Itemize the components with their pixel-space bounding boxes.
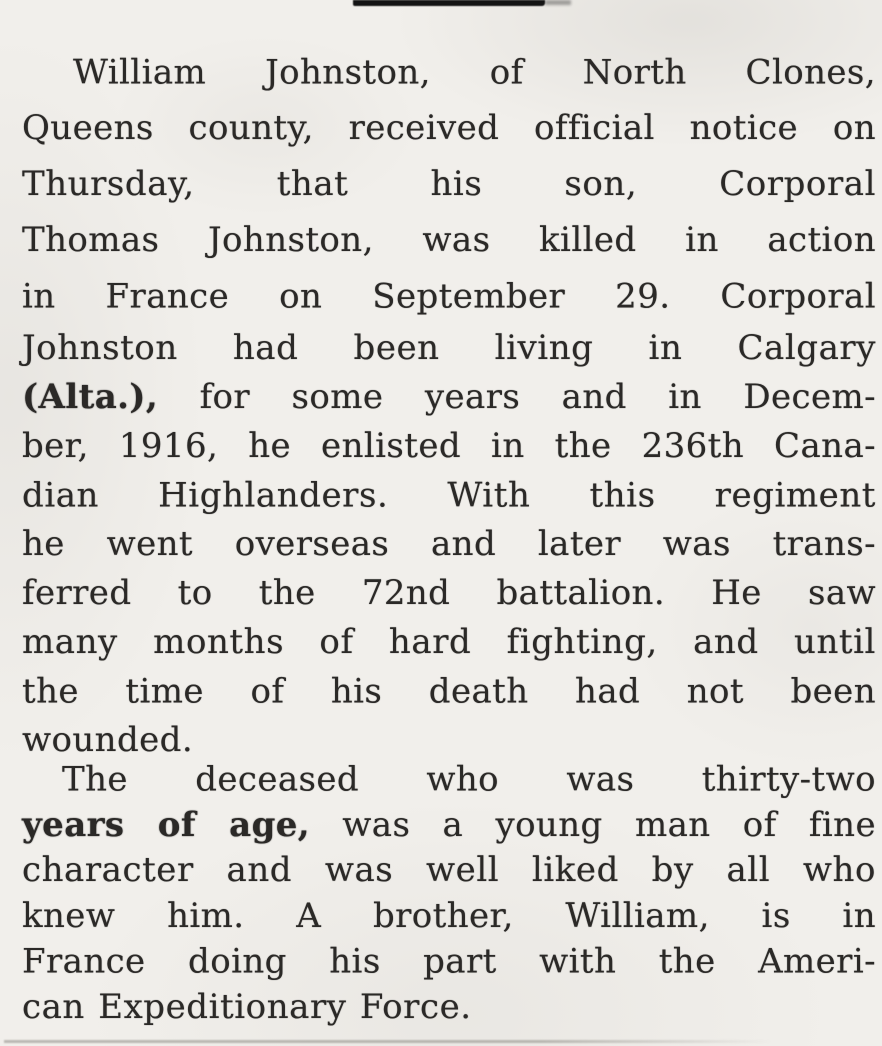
bold-text-segment: years of age, xyxy=(22,804,311,845)
text-segment: character and was well liked by all who xyxy=(22,850,876,890)
text-segment: wounded. xyxy=(22,720,194,760)
text-segment: Johnston had been living in Calgary xyxy=(22,328,876,368)
article-line xyxy=(22,373,876,422)
article-paragraph xyxy=(22,757,876,1030)
text-segment: Queens county, received official notice on xyxy=(22,108,876,148)
next-line-fragment xyxy=(4,1040,772,1043)
article-line xyxy=(22,324,876,373)
article-line xyxy=(22,156,876,212)
text-segment: dian Highlanders. With this regiment xyxy=(22,475,876,516)
text-segment: he went overseas and later was trans- xyxy=(22,524,876,564)
article-line xyxy=(22,985,876,1031)
text-segment: ferred to the 72nd battalion. He saw xyxy=(22,573,876,613)
text-segment: knew him. A brother, William, is in xyxy=(22,895,876,936)
text-segment: can Expeditionary Force. xyxy=(22,986,472,1027)
text-segment: William Johnston, of North Clones, xyxy=(73,52,876,93)
article-line xyxy=(22,422,876,471)
text-segment: Thomas Johnston, was killed in action xyxy=(22,220,876,260)
article-line xyxy=(22,758,876,804)
text-segment: was a young man of fine xyxy=(310,804,876,845)
article-line xyxy=(22,100,876,156)
text-segment: many months of hard fighting, and until xyxy=(22,622,876,662)
text-segment: France doing his part with the Ameri- xyxy=(22,941,876,982)
text-segment: the time of his death had not been xyxy=(22,671,876,712)
article-line xyxy=(22,894,876,940)
text-segment: ber, 1916, he enlisted in the 236th Cana- xyxy=(22,426,876,466)
article-line xyxy=(22,45,876,101)
article-line xyxy=(22,569,876,618)
article-line xyxy=(22,520,876,569)
text-segment: for some years and in Decem- xyxy=(158,377,876,417)
headline-rule-fragment xyxy=(353,0,545,6)
text-segment: The deceased who was thirty-two xyxy=(62,759,876,800)
bold-text-segment: (Alta.), xyxy=(22,377,159,417)
article-line xyxy=(22,472,876,521)
article-line xyxy=(22,212,876,268)
article-line xyxy=(22,618,876,667)
article-text xyxy=(22,44,876,1030)
text-segment: in France on September 29. Corporal xyxy=(22,276,876,317)
article-line xyxy=(22,940,876,986)
text-segment: Thursday, that his son, Corporal xyxy=(22,164,876,204)
article-line xyxy=(22,269,876,325)
article-paragraph xyxy=(22,44,876,765)
article-line xyxy=(22,848,876,894)
article-line xyxy=(22,803,876,849)
article-line xyxy=(22,668,876,717)
